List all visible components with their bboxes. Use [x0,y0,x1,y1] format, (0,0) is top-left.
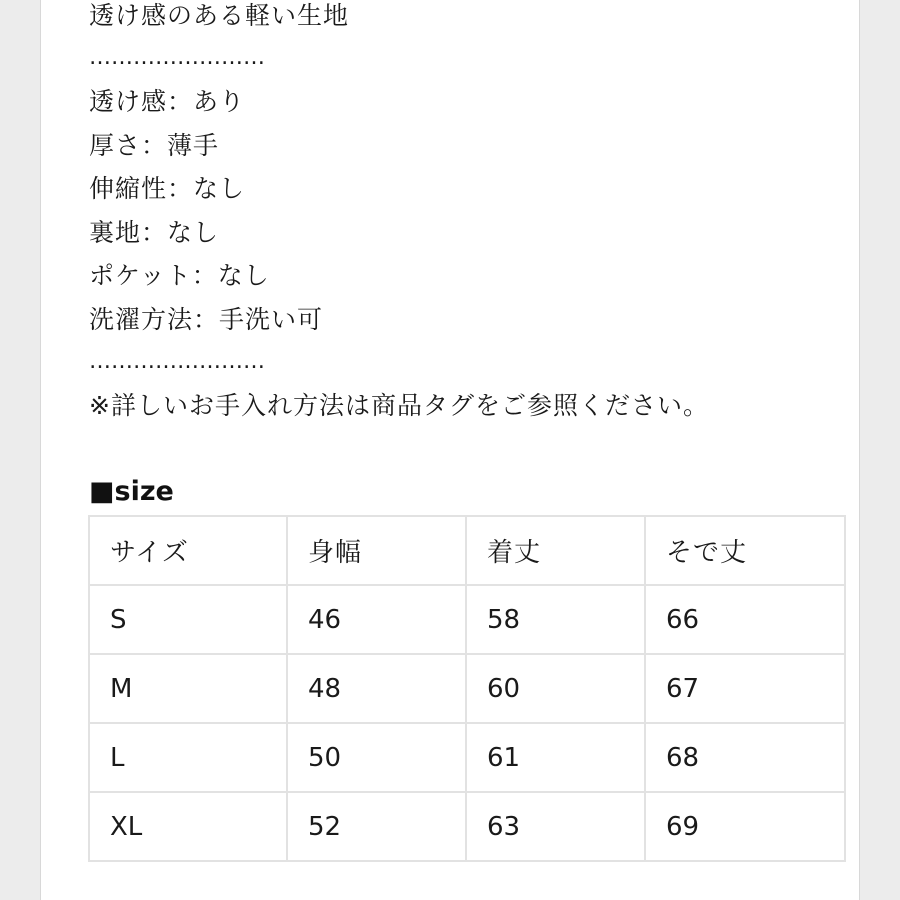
spec-washing: 洗濯方法：手洗い可 [89,305,324,334]
fabric-note: 透け感のある軽い生地 [89,1,350,30]
separator-top: …………………… [89,45,265,70]
table-cell: 58 [466,585,645,654]
table-cell: 61 [466,723,645,792]
spec-sheerness: 透け感：あり [89,87,246,116]
separator-bottom: …………………… [89,349,265,374]
table-row [89,654,845,723]
care-note: ※詳しいお手入れ方法は商品タグをご参照ください。 [89,391,709,420]
table-cell: 50 [287,723,466,792]
spec-pocket: ポケット：なし [89,261,270,290]
table-row [89,723,845,792]
column-header-length: 着丈 [466,516,645,585]
column-header-body-width: 身幅 [287,516,466,585]
table-cell: 48 [287,654,466,723]
spec-stretch: 伸縮性：なし [89,174,246,203]
column-header-sleeve-length: そで丈 [645,516,845,585]
column-header-size: サイズ [89,516,287,585]
table-cell: 60 [466,654,645,723]
spec-lining: 裏地：なし [89,218,220,247]
table-cell: 52 [287,792,466,861]
table-cell: L [89,723,287,792]
size-heading: ■size [89,476,174,507]
table-cell: 67 [645,654,845,723]
table-cell: 69 [645,792,845,861]
table-cell: 68 [645,723,845,792]
table-cell: S [89,585,287,654]
table-row [89,792,845,861]
table-row [89,585,845,654]
table-cell: XL [89,792,287,861]
size-table [88,515,846,862]
table-cell: M [89,654,287,723]
table-header-row [89,516,845,585]
table-cell: 63 [466,792,645,861]
product-description-page [40,0,860,900]
table-cell: 66 [645,585,845,654]
table-cell: 46 [287,585,466,654]
spec-thickness: 厚さ：薄手 [89,131,220,160]
